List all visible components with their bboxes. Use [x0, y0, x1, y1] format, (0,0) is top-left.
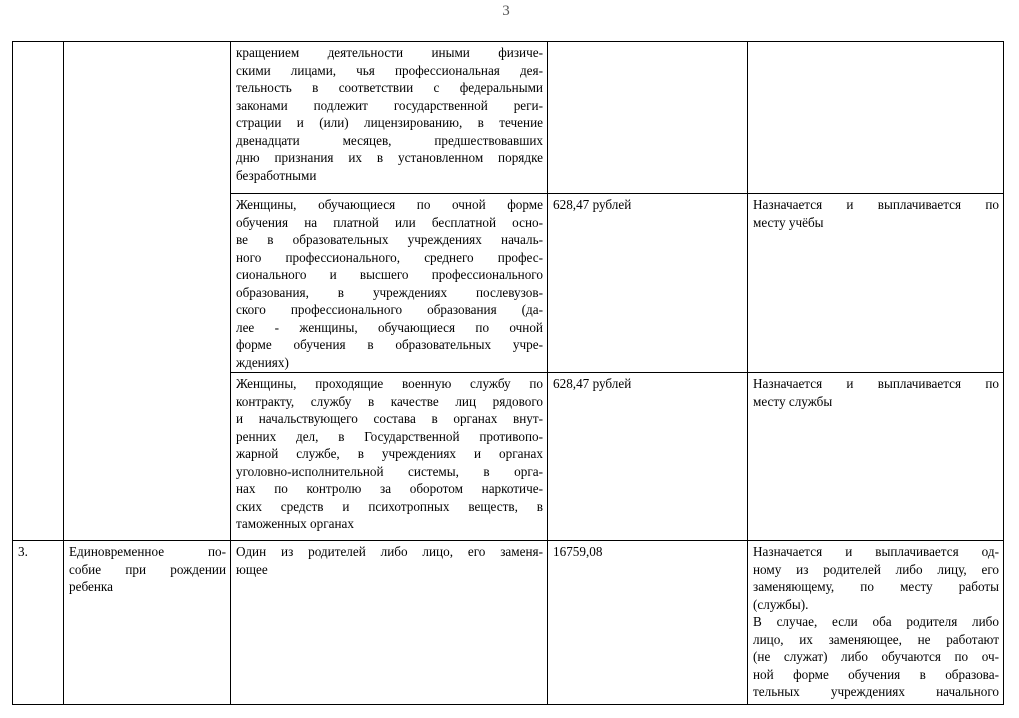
cell-benefit-continued [64, 42, 231, 541]
cell-assignment-military: Назначается и выплачивается по месту службы [748, 373, 1004, 541]
cell-number-continued [13, 42, 64, 541]
benefits-table [12, 41, 1004, 705]
table-row-item-3 [13, 541, 1004, 705]
cell-recipient-parents: Один из родителей либо лицо, его заменя- ющее [231, 541, 548, 705]
cell-recipient-unemployed-continued: кращением деятельности иными физиче- скими лицами, чья профессиональная дея- тельность в соответствии с федеральными законами подлежит государственной реги- страции и (или) лицензированию, в течение двенадцати месяцев, предшествовавших дню признания их в установленном порядке безработными [231, 42, 548, 194]
cell-benefit-birth-lump-sum: Единовременное по- собие при рождении ребенка [64, 541, 231, 705]
cell-recipient-students: Женщины, обучающиеся по очной форме обучения на платной или бесплатной осно- ве в образовательных учреждениях началь- ного профессионального, среднего профес- сионального и высшего профессионального образования, в учреждениях послевузов- ского профессионального образования (да- лее - женщины, обучающиеся по очной форме обучения в образовательных учре- ждениях) [231, 194, 548, 373]
cell-amount-students: 628,47 рублей [548, 194, 748, 373]
cell-amount-birth: 16759,08 [548, 541, 748, 705]
cell-recipient-military: Женщины, проходящие военную службу по контракту, службу в качестве лиц рядового и начальствующего состава в органах внут- ренних дел, в Государственной противопо- жарной службе, в учреждениях и органах уголовно-исполнительной системы, в орга- нах по контролю за оборотом наркотиче- ских средств и психотропных веществ, в таможенных органах [231, 373, 548, 541]
cell-assignment-empty [748, 42, 1004, 194]
table-row-continuation-1 [13, 42, 1004, 194]
cell-number-3: 3. [13, 541, 64, 705]
cell-assignment-students: Назначается и выплачивается по месту учёбы [748, 194, 1004, 373]
page-number: 3 [502, 3, 510, 19]
cell-assignment-birth: Назначается и выплачивается од- ному из родителей либо лицу, его заменяющему, по месту работы (службы). В случае, если оба родителя либо лицо, их заменяющее, не работают (не служат) либо обучаются по оч- ной форме обучения в образова- тельных учреждениях начального [748, 541, 1004, 705]
cell-amount-empty [548, 42, 748, 194]
cell-amount-military: 628,47 рублей [548, 373, 748, 541]
